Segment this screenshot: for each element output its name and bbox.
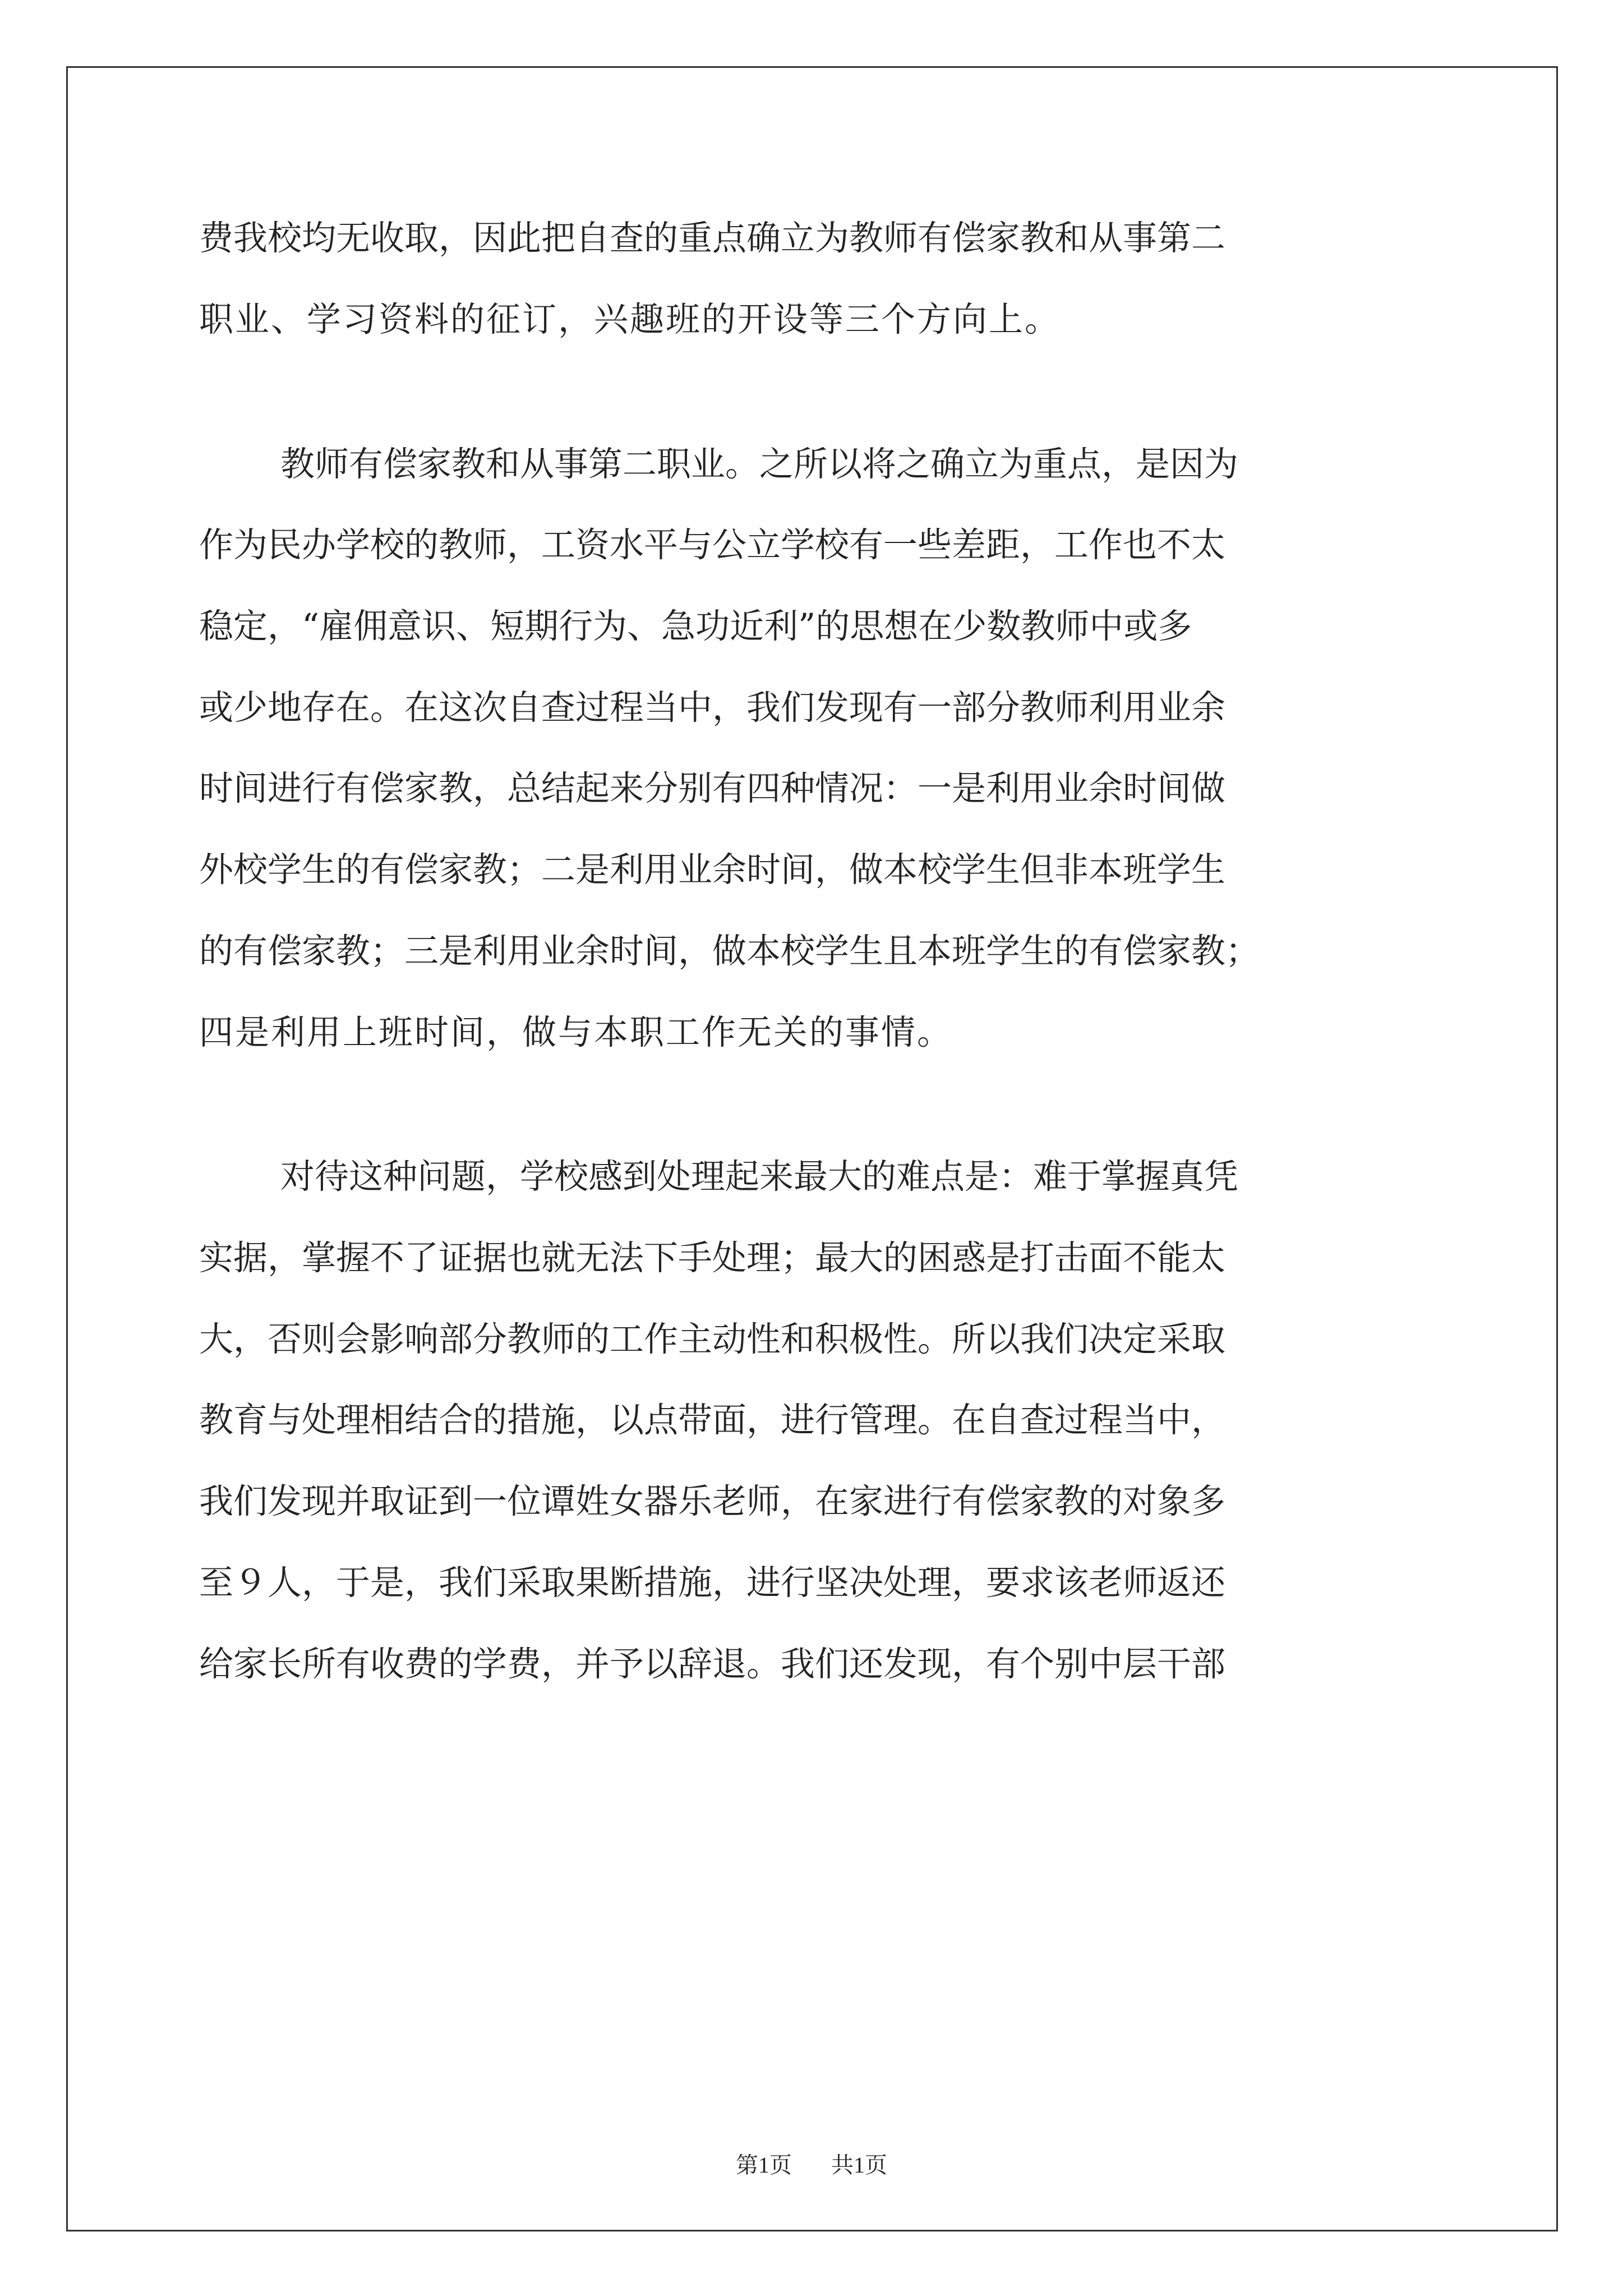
text-line: 时间进行有偿家教，总结起来分别有四种情况：一是利用业余时间做 (199, 769, 1226, 808)
text-line: 至９人，于是，我们采取果断措施，进行坚决处理，要求该老师返还 (199, 1563, 1226, 1603)
text-line: 对待这种问题，学校感到处理起来最大的难点是：难于掌握真凭 (280, 1157, 1239, 1197)
text-line: 教师有偿家教和从事第二职业。之所以将之确立为重点，是因为 (280, 444, 1239, 484)
text-line: 给家长所有收费的学费，并予以辞退。我们还发现，有个别中层干部 (199, 1644, 1226, 1684)
page-total: 共1页 (831, 2152, 887, 2178)
text-line: 大，否则会影响部分教师的工作主动性和积极性。所以我们决定采取 (199, 1319, 1226, 1359)
text-line: 或少地存在。在这次自查过程当中，我们发现有一部分教师利用业余 (199, 688, 1226, 728)
text-line: 费我校均无收取，因此把自查的重点确立为教师有偿家教和从事第二 (199, 218, 1226, 258)
text-line: 我们发现并取证到一位谭姓女器乐老师，在家进行有偿家教的对象多 (199, 1481, 1226, 1521)
text-line: 职业、学习资料的征订，兴趣班的开设等三个方向上。 (199, 300, 1061, 339)
page-border (66, 66, 1558, 2231)
text-line: 稳定，“雇佣意识、短期行为、急功近利”的思想在少数教师中或多 (199, 606, 1192, 646)
text-line: 外校学生的有偿家教；二是利用业余时间，做本校学生但非本班学生 (199, 850, 1226, 890)
page-footer (0, 2151, 1623, 2179)
text-line: 作为民办学校的教师，工资水平与公立学校有一些差距，工作也不太 (199, 525, 1226, 565)
page-number: 第1页 (736, 2152, 792, 2178)
text-line: 教育与处理相结合的措施，以点带面，进行管理。在自查过程当中， (199, 1400, 1226, 1440)
text-line: 的有偿家教；三是利用业余时间，做本校学生且本班学生的有偿家教； (199, 931, 1260, 971)
text-line: 实据，掌握不了证据也就无法下手处理；最大的困惑是打击面不能太 (199, 1238, 1226, 1278)
text-line: 四是利用上班时间，做与本职工作无关的事情。 (199, 1013, 953, 1052)
